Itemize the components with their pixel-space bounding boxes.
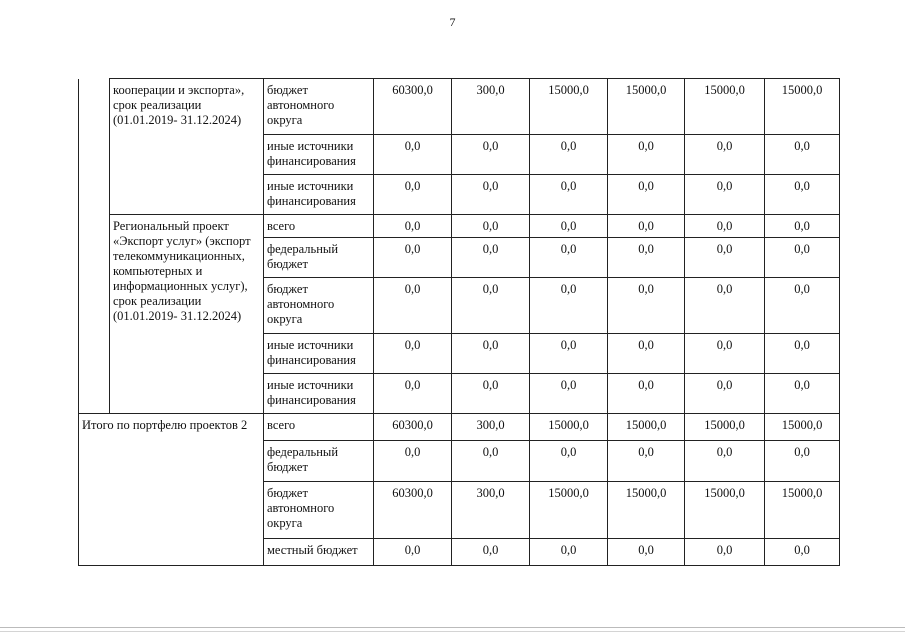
amount-cell: 15000,0 bbox=[608, 414, 685, 441]
amount-cell: 15000,0 bbox=[608, 482, 685, 539]
amount-cell: 15000,0 bbox=[685, 79, 765, 135]
table-body bbox=[79, 79, 840, 566]
amount-cell: 0,0 bbox=[374, 441, 452, 482]
amount-cell: 0,0 bbox=[765, 374, 840, 414]
amount-cell: 0,0 bbox=[765, 175, 840, 215]
amount-cell: 0,0 bbox=[685, 175, 765, 215]
amount-cell: 0,0 bbox=[608, 441, 685, 482]
amount-cell: 0,0 bbox=[685, 238, 765, 278]
funding-source-cell: иные источники финансирования bbox=[264, 374, 374, 414]
amount-cell: 0,0 bbox=[452, 135, 530, 175]
amount-cell: 0,0 bbox=[608, 278, 685, 334]
table-row bbox=[79, 79, 840, 135]
funding-source-cell: федеральный бюджет bbox=[264, 238, 374, 278]
amount-cell: 15000,0 bbox=[765, 79, 840, 135]
page-number: 7 bbox=[449, 15, 456, 29]
amount-cell: 0,0 bbox=[530, 175, 608, 215]
amount-cell: 15000,0 bbox=[608, 79, 685, 135]
amount-cell: 0,0 bbox=[765, 238, 840, 278]
amount-cell: 15000,0 bbox=[685, 482, 765, 539]
amount-cell: 0,0 bbox=[374, 334, 452, 374]
funding-source-cell: всего bbox=[264, 414, 374, 441]
amount-cell: 0,0 bbox=[530, 215, 608, 238]
amount-cell: 300,0 bbox=[452, 414, 530, 441]
budget-table bbox=[78, 78, 840, 566]
amount-cell: 60300,0 bbox=[374, 79, 452, 135]
scan-edge-line bbox=[0, 627, 905, 628]
amount-cell: 0,0 bbox=[452, 215, 530, 238]
funding-source-cell: бюджет автономного округа bbox=[264, 79, 374, 135]
amount-cell: 15000,0 bbox=[765, 414, 840, 441]
amount-cell: 0,0 bbox=[452, 278, 530, 334]
project-name-cell: Региональный проект «Экспорт услуг» (экспорт телекоммуникационных, компьютерных и информационных услуг), срок реализации (01.01.2019- 31.12.2024) bbox=[110, 215, 264, 414]
project-name-cell: кооперации и экспорта», срок реализации (01.01.2019- 31.12.2024) bbox=[110, 79, 264, 215]
funding-source-cell: бюджет автономного округа bbox=[264, 278, 374, 334]
amount-cell: 15000,0 bbox=[530, 414, 608, 441]
amount-cell: 0,0 bbox=[530, 441, 608, 482]
amount-cell: 0,0 bbox=[374, 135, 452, 175]
amount-cell: 0,0 bbox=[685, 539, 765, 566]
amount-cell: 0,0 bbox=[685, 334, 765, 374]
table-row bbox=[79, 215, 840, 238]
total-label-cell: Итого по портфелю проектов 2 bbox=[79, 414, 264, 566]
amount-cell: 15000,0 bbox=[530, 79, 608, 135]
amount-cell: 0,0 bbox=[608, 238, 685, 278]
funding-source-cell: бюджет автономного округа bbox=[264, 482, 374, 539]
funding-source-cell: иные источники финансирования bbox=[264, 175, 374, 215]
amount-cell: 0,0 bbox=[374, 539, 452, 566]
amount-cell: 0,0 bbox=[452, 238, 530, 278]
amount-cell: 0,0 bbox=[608, 135, 685, 175]
amount-cell: 0,0 bbox=[452, 334, 530, 374]
amount-cell: 0,0 bbox=[685, 135, 765, 175]
amount-cell: 15000,0 bbox=[530, 482, 608, 539]
amount-cell: 0,0 bbox=[765, 135, 840, 175]
amount-cell: 0,0 bbox=[608, 215, 685, 238]
amount-cell: 60300,0 bbox=[374, 482, 452, 539]
amount-cell: 0,0 bbox=[608, 175, 685, 215]
amount-cell: 0,0 bbox=[765, 215, 840, 238]
amount-cell: 60300,0 bbox=[374, 414, 452, 441]
amount-cell: 0,0 bbox=[530, 334, 608, 374]
section-blank-cell bbox=[79, 79, 110, 414]
funding-source-cell: федеральный бюджет bbox=[264, 441, 374, 482]
funding-source-cell: местный бюджет bbox=[264, 539, 374, 566]
amount-cell: 0,0 bbox=[685, 374, 765, 414]
amount-cell: 0,0 bbox=[685, 441, 765, 482]
amount-cell: 0,0 bbox=[374, 374, 452, 414]
amount-cell: 0,0 bbox=[608, 374, 685, 414]
amount-cell: 0,0 bbox=[374, 175, 452, 215]
amount-cell: 0,0 bbox=[765, 278, 840, 334]
amount-cell: 0,0 bbox=[608, 334, 685, 374]
amount-cell: 0,0 bbox=[530, 374, 608, 414]
amount-cell: 0,0 bbox=[685, 215, 765, 238]
amount-cell: 15000,0 bbox=[685, 414, 765, 441]
funding-source-cell: всего bbox=[264, 215, 374, 238]
amount-cell: 0,0 bbox=[608, 539, 685, 566]
amount-cell: 0,0 bbox=[374, 238, 452, 278]
amount-cell: 0,0 bbox=[452, 374, 530, 414]
amount-cell: 0,0 bbox=[530, 278, 608, 334]
amount-cell: 300,0 bbox=[452, 79, 530, 135]
amount-cell: 0,0 bbox=[765, 334, 840, 374]
amount-cell: 0,0 bbox=[765, 539, 840, 566]
funding-source-cell: иные источники финансирования bbox=[264, 334, 374, 374]
amount-cell: 0,0 bbox=[374, 215, 452, 238]
amount-cell: 0,0 bbox=[530, 539, 608, 566]
scan-edge-line bbox=[0, 631, 905, 632]
amount-cell: 0,0 bbox=[452, 441, 530, 482]
amount-cell: 15000,0 bbox=[765, 482, 840, 539]
amount-cell: 0,0 bbox=[685, 278, 765, 334]
amount-cell: 0,0 bbox=[530, 238, 608, 278]
amount-cell: 0,0 bbox=[452, 175, 530, 215]
table-row bbox=[79, 414, 840, 441]
amount-cell: 0,0 bbox=[374, 278, 452, 334]
amount-cell: 0,0 bbox=[530, 135, 608, 175]
amount-cell: 0,0 bbox=[765, 441, 840, 482]
amount-cell: 0,0 bbox=[452, 539, 530, 566]
amount-cell: 300,0 bbox=[452, 482, 530, 539]
funding-source-cell: иные источники финансирования bbox=[264, 135, 374, 175]
